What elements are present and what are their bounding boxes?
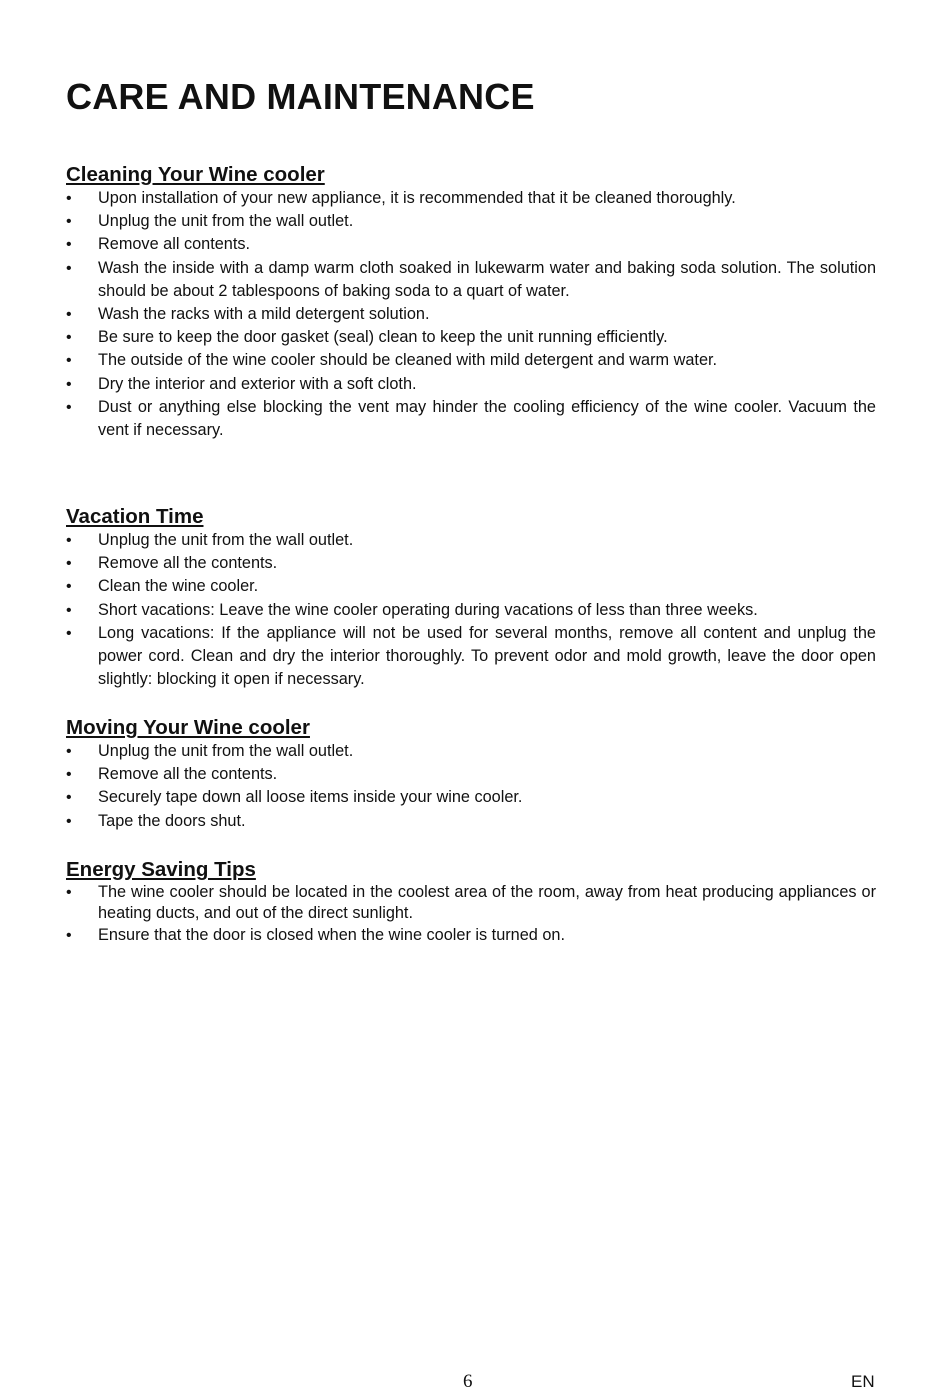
- list-item: [66, 373, 876, 396]
- list-item-text: Unplug the unit from the wall outlet.: [98, 531, 354, 549]
- bullet-icon: •: [66, 601, 72, 619]
- list-item: [66, 552, 876, 575]
- list-item-text: Securely tape down all loose items inside your wine cooler.: [98, 788, 523, 807]
- list-item-text: Remove all the contents.: [98, 554, 278, 573]
- list-item: [66, 257, 876, 303]
- bullet-icon: •: [66, 375, 72, 393]
- list-item-text: Unplug the unit from the wall outlet.: [98, 742, 354, 760]
- bullet-icon: •: [66, 398, 72, 416]
- section-vacation: [66, 505, 876, 691]
- energy-list: [66, 882, 876, 947]
- bullet-icon: •: [66, 624, 72, 642]
- list-item-text: Wash the racks with a mild detergent solution.: [98, 305, 430, 324]
- vacation-list: [66, 529, 876, 691]
- bullet-icon: •: [66, 190, 72, 207]
- bullet-icon: •: [66, 812, 72, 830]
- list-item-text: The outside of the wine cooler should be cleaned with mild detergent and warm water.: [98, 351, 718, 370]
- list-item: [66, 233, 876, 256]
- list-item-text: Remove all contents.: [98, 235, 251, 254]
- cleaning-list: [66, 187, 876, 442]
- list-item: [66, 575, 876, 598]
- section-cleaning: [66, 163, 876, 442]
- list-item: [66, 622, 876, 692]
- list-item-text: Clean the wine cooler.: [98, 577, 259, 596]
- list-item: [66, 529, 876, 552]
- language-code: EN: [851, 1372, 875, 1391]
- list-item: [66, 187, 876, 210]
- list-item-text: The wine cooler should be located in the coolest area of the room, away from heat producing appliances or heating ducts, and out of the direct sunlight.: [98, 883, 876, 922]
- bullet-icon: •: [66, 555, 72, 573]
- bullet-icon: •: [66, 743, 72, 760]
- list-item-text: Be sure to keep the door gasket (seal) clean to keep the unit running efficiently.: [98, 328, 668, 347]
- section-moving: [66, 716, 876, 833]
- list-item-text: Dust or anything else blocking the vent may hinder the cooling efficiency of the wine cooler. Vacuum the vent if necessary.: [98, 397, 876, 440]
- list-item: [66, 210, 876, 233]
- bullet-icon: •: [66, 329, 72, 347]
- list-item: [66, 763, 876, 786]
- page-title: CARE AND MAINTENANCE: [66, 76, 535, 117]
- bullet-icon: •: [66, 789, 72, 807]
- list-item: [66, 303, 876, 326]
- section-energy: [66, 858, 876, 947]
- section-heading-energy: Energy Saving Tips: [66, 858, 256, 881]
- list-item: [66, 396, 876, 442]
- page-number: 6: [463, 1371, 473, 1392]
- list-item: [66, 786, 876, 809]
- list-item: [66, 349, 876, 372]
- moving-list: [66, 740, 876, 833]
- bullet-icon: •: [66, 352, 72, 370]
- list-item-text: Wash the inside with a damp warm cloth soaked in lukewarm water and baking soda solution. The solution should be about 2 tablespoons of baking soda to a quart of water.: [98, 258, 876, 300]
- list-item: [66, 599, 876, 622]
- bullet-icon: •: [66, 578, 72, 596]
- list-item: [66, 810, 876, 833]
- bullet-icon: •: [66, 306, 72, 324]
- bullet-icon: •: [66, 213, 72, 231]
- list-item: [66, 882, 876, 924]
- list-item-text: Dry the interior and exterior with a soft cloth.: [98, 374, 417, 393]
- list-item: [66, 740, 876, 763]
- bullet-icon: •: [66, 532, 72, 549]
- bullet-icon: •: [66, 766, 72, 784]
- section-heading-cleaning: Cleaning Your Wine cooler: [66, 163, 325, 186]
- list-item-text: Unplug the unit from the wall outlet.: [98, 212, 354, 231]
- list-item: [66, 326, 876, 349]
- list-item-text: Upon installation of your new appliance, it is recommended that it be cleaned thoroughly.: [98, 189, 736, 207]
- section-heading-moving: Moving Your Wine cooler: [66, 716, 310, 739]
- section-heading-vacation: Vacation Time: [66, 505, 204, 528]
- bullet-icon: •: [66, 259, 72, 277]
- list-item-text: Ensure that the door is closed when the wine cooler is turned on.: [98, 926, 566, 944]
- bullet-icon: •: [66, 236, 72, 254]
- list-item-text: Short vacations: Leave the wine cooler operating during vacations of less than three weeks.: [98, 600, 758, 619]
- list-item-text: Long vacations: If the appliance will not be used for several months, remove all content and unplug the power cord. Clean and dry the interior thoroughly. To prevent odor and mold growth, leave the door open slightly: blocking it open if necessary.: [98, 623, 876, 689]
- list-item: [66, 924, 876, 947]
- bullet-icon: •: [66, 927, 72, 944]
- list-item-text: Remove all the contents.: [98, 765, 278, 784]
- bullet-icon: •: [66, 884, 72, 901]
- list-item-text: Tape the doors shut.: [98, 811, 246, 830]
